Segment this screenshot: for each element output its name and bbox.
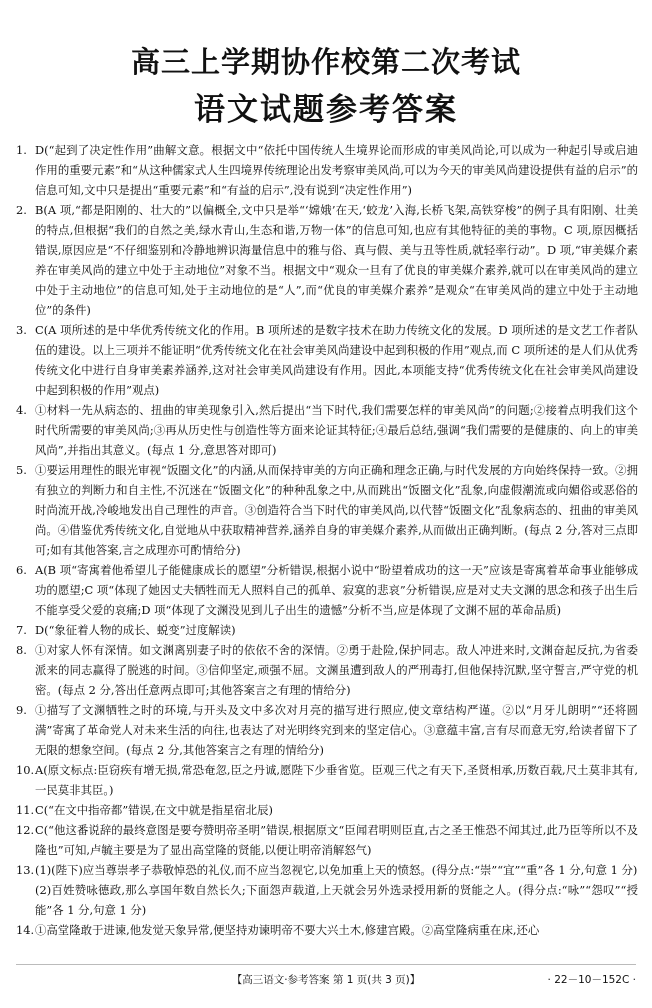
- page-footer: [0, 968, 652, 992]
- answer-number: 9.: [16, 703, 27, 717]
- answer-item-11: [16, 800, 638, 820]
- answer-text: D(“起到了决定性作用”曲解文意。根据文中“依托中国传统人生境界论而形成的审美风尚论,可以成为一种起引导或启迪作用的重要元素”和“从这种儒家式人生四境界传统理论出发考察审美风尚,可以为今天的审美风尚建设提供有益的启示”的信息可知,文中只是提出“重要元素”和“有益的启示”,没有说到“决定性作用”): [35, 143, 638, 197]
- answer-text: ①描写了文渊牺牲之时的环境,与开头及文中多次对月亮的描写进行照应,使文章结构严谨。②以“月牙儿朗明”“还将圆满”寄寓了革命党人对未来生活的向往,也表达了对光明终究到来的坚定信心。③意蕴丰富,言有尽而意无穷,给读者留下了无限的想象空间。(每点 2 分,其他答案言之有理的情给分): [35, 703, 638, 757]
- answer-item-13: [16, 860, 638, 880]
- footer-page-info: 【高三语文·参考答案 第 1 页(共 3 页)】: [231, 974, 421, 986]
- answer-text: (1)(陛下)应当尊崇孝子恭敬悼恐的礼仪,而不应当忽视它,以免加重上天的愤怒。(得分点:“崇”“宜”“重”各 1 分,句意 1 分): [35, 863, 638, 877]
- answer-number: 6.: [16, 563, 27, 577]
- answer-item-8: [16, 640, 638, 700]
- answer-text: ①对家人怀有深情。如文渊离别妻子时的依依不舍的深情。②勇于赴险,保护同志。敌人冲进来时,文渊奋起反抗,为省委派来的同志赢得了脱逃的时间。③信仰坚定,顽强不屈。文渊虽遭到敌人的严刑毒打,但他保持沉默,坚守誓言,严守党的机密。(每点 2 分,答出任意两点即可;其他答案言之有理的情给分): [35, 643, 638, 697]
- answer-item-7: [16, 620, 638, 640]
- answer-item-10: [16, 760, 638, 800]
- answer-item-5: [16, 460, 638, 560]
- answer-text: ①要运用理性的眼光审视“饭圈文化”的内涵,从而保持审美的方向正确和理念正确,与时代发展的方向始终保持一致。②拥有独立的判断力和自主性,不沉迷在“饭圈文化”的种种乱象之中,从而跳出“饭圈文化”乱象,向虚假潮流或向媚俗或恶俗的时尚流开战,冷峻地发出自己理性的声音。③创造符合当下时代的审美风尚,以代替“饭圈文化”乱象病态的、扭曲的审美风尚。④借鉴优秀传统文化,自觉地从中获取精神营养,涵养自身的审美媒介素养,从而做出正确判断。(每点 2 分,答对三点即可;如有其他答案,言之成理亦可酌情给分): [35, 463, 638, 557]
- answer-text: C(“在文中指帝都”错误,在文中就是指星宿北辰): [35, 803, 273, 817]
- answer-number: 10.: [16, 763, 35, 777]
- answer-number: 7.: [16, 623, 27, 637]
- answer-text: D(“象征着人物的成长、蜕变”过度解读): [35, 623, 236, 637]
- answer-number: 2.: [16, 203, 27, 217]
- answer-item-2: [16, 200, 638, 320]
- answer-number: 14.: [16, 923, 35, 937]
- answer-item-6: [16, 560, 638, 620]
- answer-13-part-2: (2)百姓赞咏德政,那么享国年数自然长久;下面怨声载道,上天就会另外选录授用新的贤能之人。(得分点:“咏”“怨叹”“授能”各 1 分,句意 1 分): [35, 883, 638, 917]
- footer-doc-code: · 22－10－152C ·: [547, 974, 636, 986]
- answer-number: 1.: [16, 143, 27, 157]
- answer-item-14: [16, 920, 638, 940]
- answer-item-1: [16, 140, 638, 200]
- answer-text: A(B 项“寄寓着他希望儿子能健康成长的愿望”分析错误,根据小说中“盼望着成功的这一天”应该是寄寓着革命事业能够成功的愿望;C 项“体现了她因丈夫牺牲而无人照料自己的孤单、寂寞的悲哀”分析错误,应是对丈夫文渊的思念和孩子出生后不能享受父爱的哀痛;D 项“体现了文渊没见到儿子出生的遗憾”分析不当,应是体现了文渊不屈的革命品质): [35, 563, 638, 617]
- answer-text: C(“他这番说辞的最终意图是要夸赞明帝圣明”错误,根据原文“臣闻君明则臣直,古之圣王惟恐不闻其过,此乃臣等所以不及隆也”可知,卢毓主要是为了显出高堂隆的贤能,以便让明帝消解怒气): [35, 823, 638, 857]
- answer-number: 13.: [16, 863, 35, 877]
- answer-item-9: [16, 700, 638, 760]
- answer-text: ①材料一先从病态的、扭曲的审美现象引入,然后提出“当下时代,我们需要怎样的审美风尚”的问题;②接着点明我们这个时代所需要的审美风尚;③再从历史性与创造性等方面来论证其特征;④最后总结,强调“我们需要的是健康的、向上的审美风尚”,并指出其意义。(每点 1 分,意思答对即可): [35, 403, 638, 457]
- answer-text: C(A 项所述的是中华优秀传统文化的作用。B 项所述的是数字技术在助力传统文化的发展。D 项所述的是文艺工作者队伍的建设。以上三项并不能证明“优秀传统文化在社会审美风尚建设中起到积极的作用”观点,而 C 项所述的是人们从优秀传统文化中进行自身审美素养涵养,这对社会审美风尚建设有作用。因此,本项能支持“优秀传统文化在社会审美风尚建设中起到积极的作用”观点): [35, 323, 638, 397]
- answer-text: B(A 项,“都是阳刚的、壮大的”以偏概全,文中只是举“‘嫦娥’在天,‘蛟龙’入海,长桥飞架,高铁穿梭”的例子具有阳刚、壮美的特点,但根据“我们的自然之美,绿水青山,生态和谐,万物一体”的信息可知,也应有其他特征的美的事物。C 项,原因概括错误,原因应是“不仔细鉴别和冷静地辨识海量信息中的雅与俗、真与假、美与丑等性质,就轻率行动”。D 项,“审美媒介素养在审美风尚的建立中处于主动地位”对象不当。根据文中“观众一旦有了优良的审美媒介素养,就可以在审美风尚的建立中处于主动地位”的信息可知,处于主动地位的是“人”,而“优良的审美媒介素养”是观众“在审美风尚的建立中处于主动地位”的条件): [35, 203, 638, 317]
- footer-divider: [16, 964, 636, 965]
- answer-number: 11.: [16, 803, 35, 817]
- answer-number: 4.: [16, 403, 27, 417]
- answer-number: 8.: [16, 643, 27, 657]
- answer-number: 3.: [16, 323, 27, 337]
- document-subtitle: 语文试题参考答案: [194, 92, 458, 128]
- answer-number: 5.: [16, 463, 27, 477]
- answer-number: 12.: [16, 823, 35, 837]
- answer-item-4: [16, 400, 638, 460]
- document-title: 高三上学期协作校第二次考试: [130, 45, 521, 79]
- answer-list: [16, 140, 638, 940]
- answer-text: ①高堂隆敢于进谏,他发觉天象异常,便坚持劝谏明帝不要大兴土木,修建宫殿。②高堂隆病重在床,还心: [35, 923, 540, 937]
- answer-text: A(原文标点:臣窃疾有增无损,常恐奄忽,臣之丹诚,愿陛下少垂省览。臣观三代之有天下,圣贤相承,历数百载,尺土莫非其有,一民莫非其臣。): [35, 763, 638, 797]
- answer-item-12: [16, 820, 638, 860]
- answer-item-3: [16, 320, 638, 400]
